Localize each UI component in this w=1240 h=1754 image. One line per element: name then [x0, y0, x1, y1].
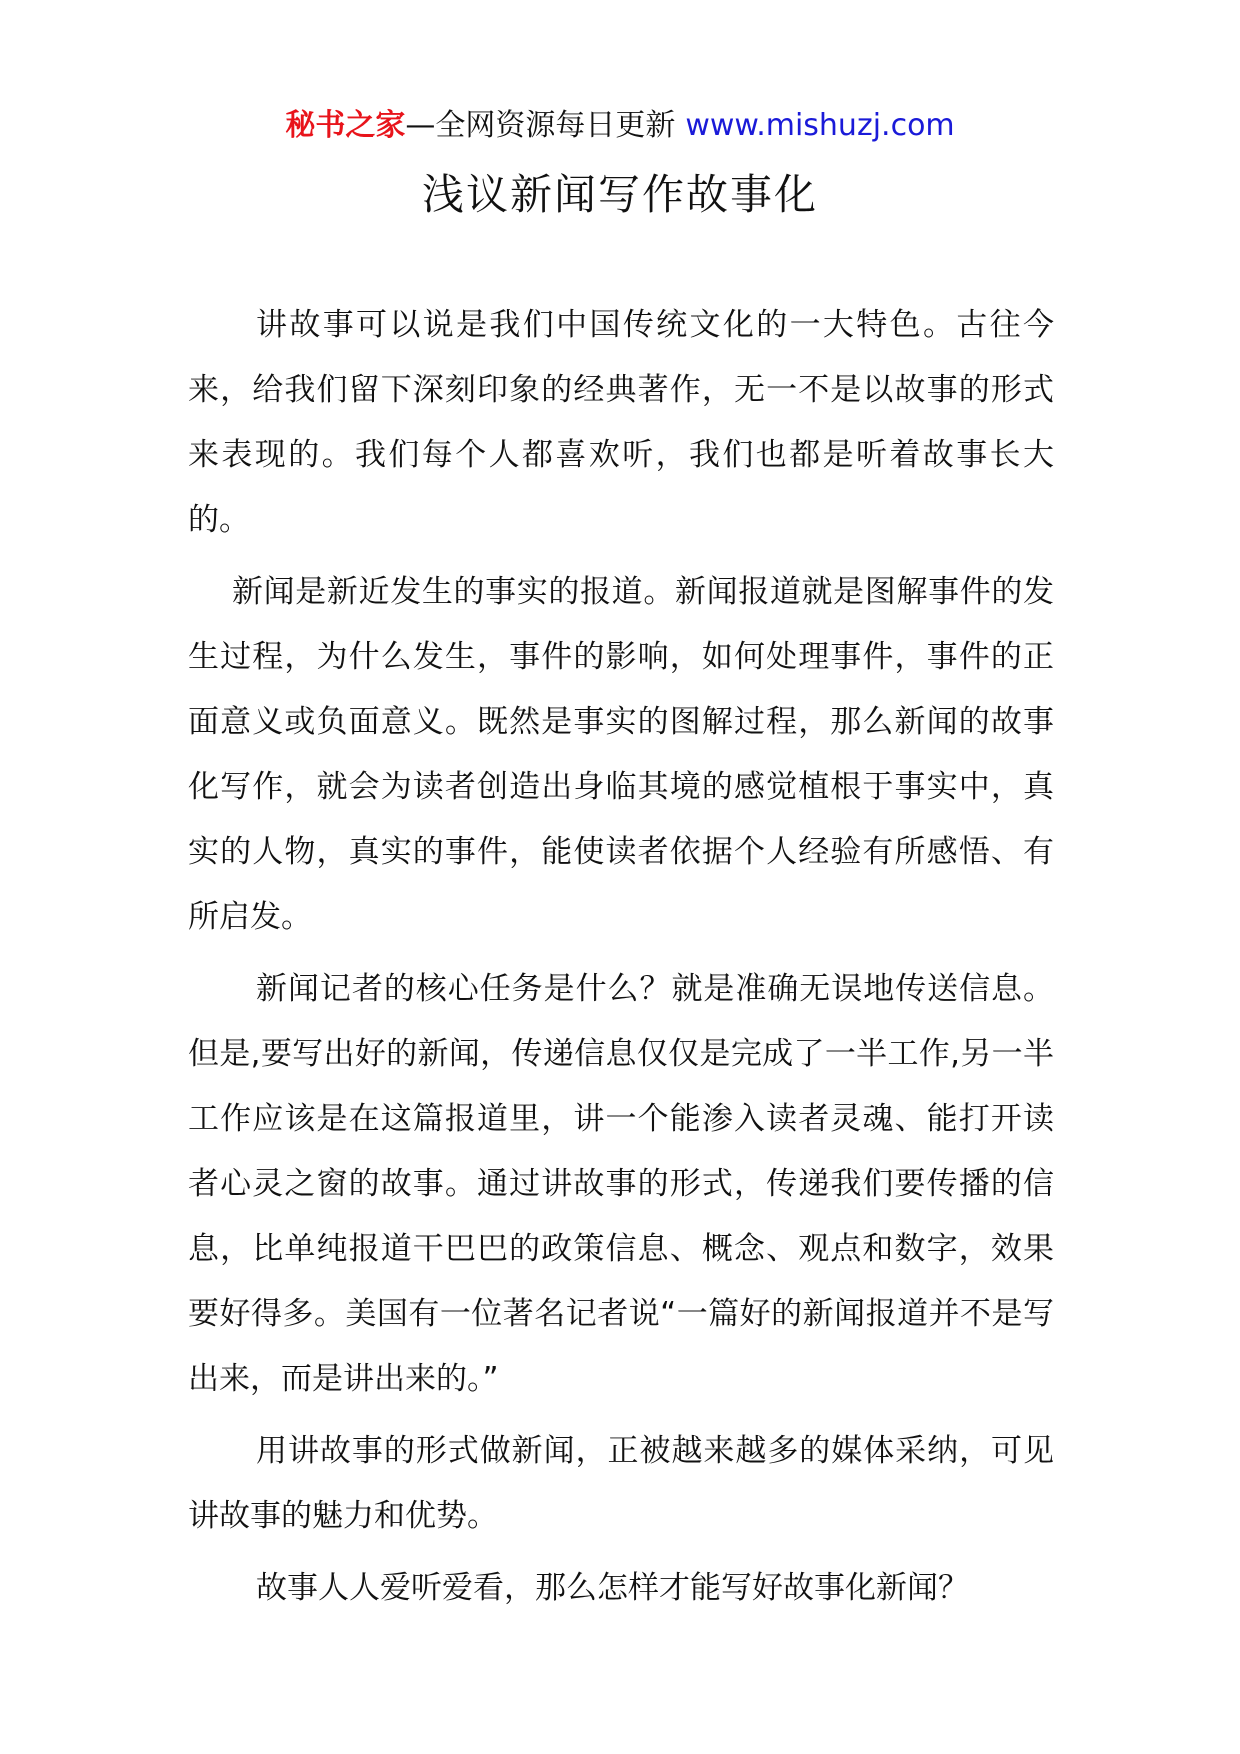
site-url-link[interactable]: www.mishuzj.com: [685, 108, 955, 143]
paragraph-4: 用讲故事的形式做新闻，正被越来越多的媒体采纳，可见讲故事的魅力和优势。: [188, 1433, 1054, 1534]
paragraph-5: 故事人人爱听爱看，那么怎样才能写好故事化新闻？: [256, 1570, 969, 1606]
paragraph-1: 讲故事可以说是我们中国传统文化的一大特色。古往今来，给我们留下深刻印象的经典著作，无一不是以故事的形式来表现的。我们每个人都喜欢听，我们也都是听着故事长大的。: [188, 307, 1054, 538]
site-brand: 秘书之家: [285, 108, 406, 143]
site-header: [0, 104, 1240, 148]
paragraph-3: 新闻记者的核心任务是什么？就是准确无误地传送信息。但是,要写出好的新闻，传递信息仅仅是完成了一半工作,另一半工作应该是在这篇报道里，讲一个能渗入读者灵魂、能打开读者心灵之窗的故事。通过讲故事的形式，传递我们要传播的信息，比单纯报道干巴巴的政策信息、概念、观点和数字，效果要好得多。美国有一位著名记者说“一篇好的新闻报道并不是写出来，而是讲出来的。”: [188, 971, 1054, 1397]
paragraph-2: 新闻是新近发生的事实的报道。新闻报道就是图解事件的发生过程，为什么发生，事件的影响，如何处理事件，事件的正面意义或负面意义。既然是事实的图解过程，那么新闻的故事化写作，就会为读者创造出身临其境的感觉植根于事实中，真实的人物，真实的事件，能使读者依据个人经验有所感悟、有所启发。: [188, 574, 1054, 935]
document-body: [188, 293, 1054, 1628]
document-title: 浅议新闻写作故事化: [421, 170, 818, 219]
site-tagline: —全网资源每日更新: [405, 108, 676, 143]
